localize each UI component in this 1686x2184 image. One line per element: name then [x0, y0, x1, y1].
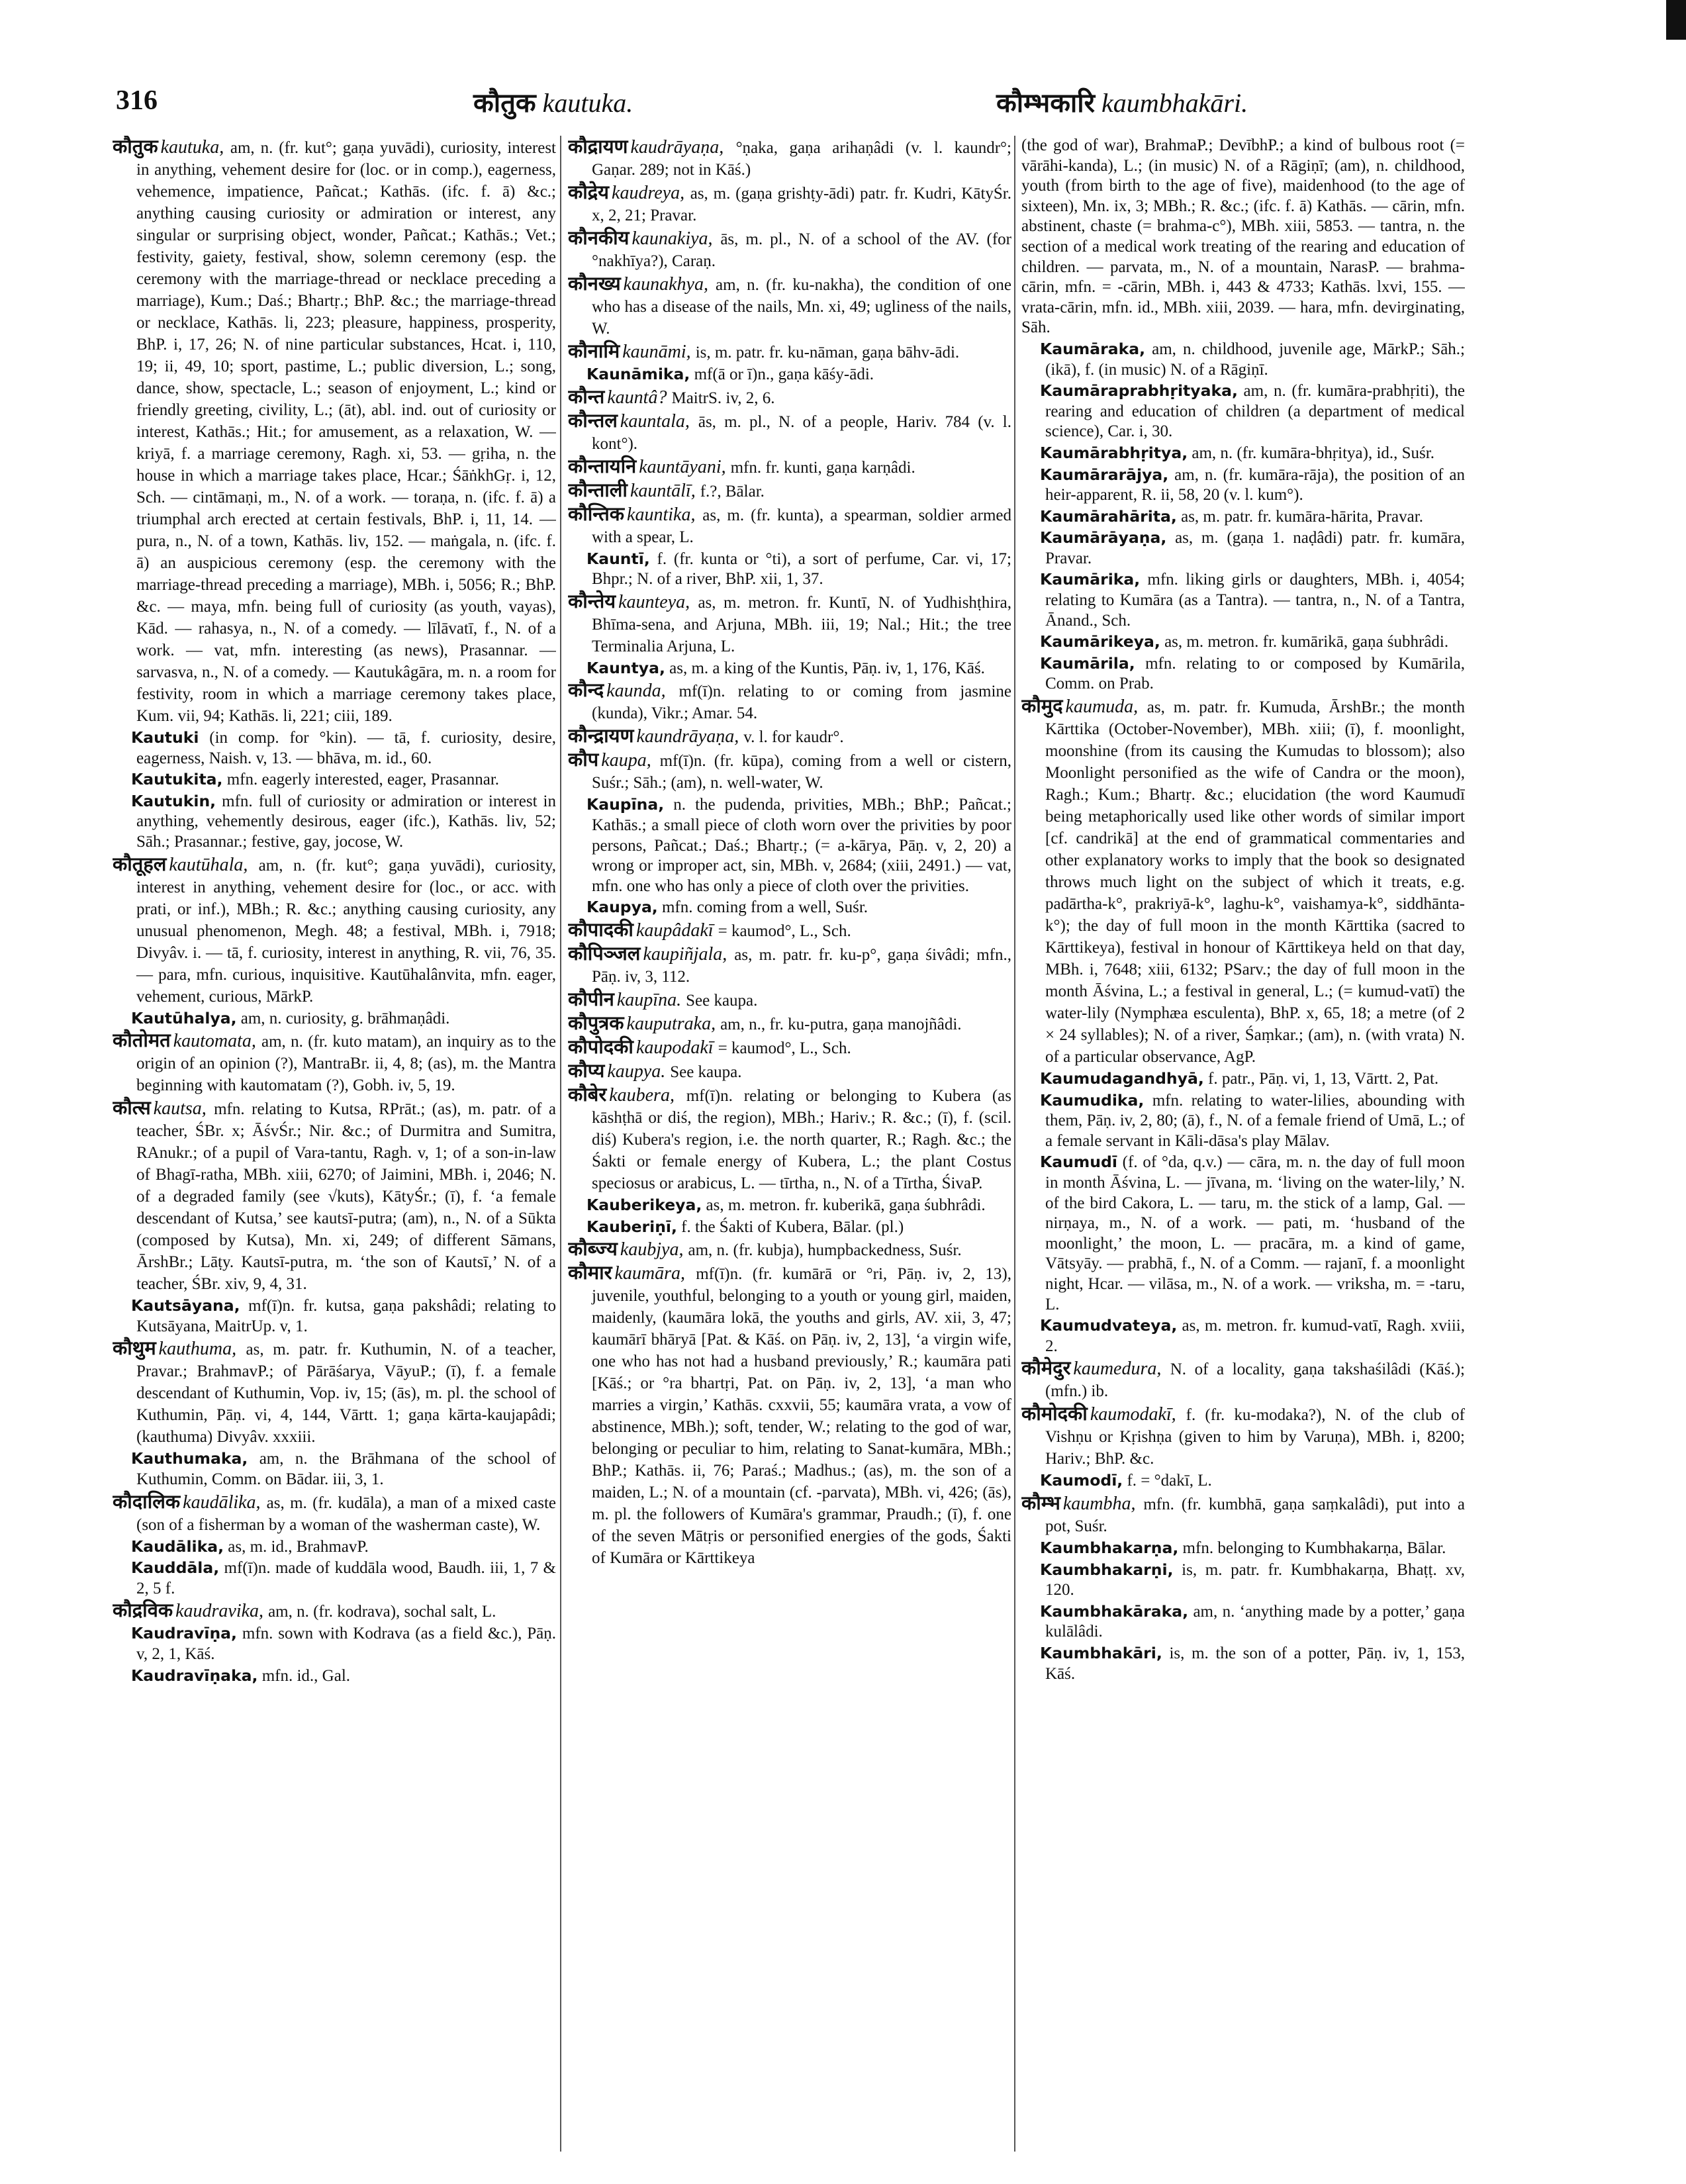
entry-definition: is, m. the son of a potter, Pāṇ. iv, 1, 153, Kāś.: [1045, 1644, 1465, 1683]
entry-definition: as, m. a king of the Kuntis, Pāṇ. iv, 1, 176, Kāś.: [669, 659, 985, 677]
entry-definition: mfn. liking girls or daughters, MBh. i, 4054; relating to Kumāra (as a Tantra). — tantra, n., N. of a Tantra, Ānand., Sch.: [1045, 571, 1465, 630]
subentry-headword: Kaumāraprabhṛityaka,: [1040, 381, 1238, 401]
dictionary-entry: [1021, 528, 1465, 569]
dictionary-column-2: [568, 136, 1011, 2155]
subentry-headword: Kauberikeya,: [586, 1195, 702, 1214]
headword-transliteration: kauntika,: [627, 504, 696, 525]
scan-edge-mark: [1666, 0, 1686, 40]
dictionary-entry: [113, 1296, 556, 1337]
subentry-headword: Kaumāraka,: [1040, 339, 1146, 358]
subentry-headword: Kaumārarājya,: [1040, 465, 1169, 484]
entry-definition: am, n. (fr. kodrava), sochal salt, L.: [268, 1603, 496, 1621]
entry-definition: mfn. id., Gal.: [261, 1666, 351, 1685]
entry-definition: as, m. patr. fr. kumāra-hārita, Pravar.: [1181, 507, 1423, 526]
headword-transliteration: kautomata,: [173, 1031, 256, 1052]
dictionary-entry: [568, 943, 1011, 988]
dictionary-entry: [1021, 1643, 1465, 1684]
dictionary-entry: [568, 1262, 1011, 1569]
entry-continuation: (the god of war), BrahmaP.; DevībhP.; a kind of bulbous root (= vārāhi-kanda), L.; (in music) N. of a Rāgiṇī; (am), n. childhood, youth (from birth to the age of five), maidenhood (to the age of sixteen), Mn. ix, 3; MBh.; R. &c.; (ifc. f. ā) Kathās. — cārin, mfn. abstinent, chaste (= brahma-c°), MBh. xiii, 5853. — tantra, n. the section of a medical work treating of the rearing and education of children. — parvata, m., N. of a mountain, NarasP. — brahma-cārin, mfn. = -cārin, MBh. i, 443 & 4733; Kathās. lxvi, 155. — vrata-cārin, mfn. id., MBh. xiii, 2039. — hara, mfn. devirginating, Sāh.: [1021, 136, 1465, 337]
headword-transliteration: kaudravika,: [175, 1601, 264, 1622]
column-divider: [560, 136, 561, 2152]
headword-transliteration: kauntala,: [620, 410, 690, 432]
headword-transliteration: kautūhala,: [169, 854, 248, 875]
entry-definition: See kaupa.: [670, 1063, 742, 1081]
subentry-headword: Kaumbhakāri,: [1040, 1643, 1162, 1662]
dictionary-entry: [113, 1666, 556, 1687]
headword-transliteration: kaunāmi,: [622, 342, 691, 362]
headword-devanagari: कौपिञ्जल: [568, 941, 641, 965]
entry-definition: am, n. (fr. kut°; gaṇa yuvādi), curiosity, interest in anything, vehement desire for (loc. or in comp.), eagerness, vehemence, impatience, Pañcat.; Kathās. (ifc. f. ā) &c.; anything causing curiosity or admiration or interest, any singular or surprising object, wonder, Pañcat.; Kathās.; Vet.; festivity, gaiety, festival, show, solemn ceremony (esp. the ceremony with the marriage-thread or necklace preceding a marriage), Kum.; Daś.; Bhartṛ.; BhP. &c.; the marriage-thread or necklace, Kathās. li, 223; pleasure, happiness, prosperity, BhP. i, 17, 26; N. of nine particular substances, Hcat. i, 110, 19; ii, 49, 10; sport, pastime, L.; public diversion, L.; song, dance, show, spectacle, L.; season of enjoyment, L.; kind or friendly greeting, civility, L.; (āt), abl. ind. out of curiosity or interest, Kathās.; Hit.; for amusement, as a relaxation, W. — kriyā, f. a marriage ceremony, Ragh. xi, 53. — gṛiha, n. the house in which a marriage takes place, Hcar.; ŚāṅkhGṛ. i, 12, Sch. — cintāmaṇi, m., N. of a work. — toraṇa, n. (ifc. f. ā) a triumphal arch erected at certain festivals, BhP. i, 11, 14. — pura, n., N. of a town, Kathās. liv, 152. — maṅgala, n. (ifc. f. ā) an auspicious ceremony (esp. the ceremony with the marriage-thread preceding a marriage), MBh. i, 5056; R.; BhP. &c. — maya, mfn. being full of curiosity (as youth, vayas), Kād. — rahasya, n., N. of a comedy. — līlāvatī, f., N. of a work. — vat, mfn. interesting (as news), Prasannar. — sarvasva, n., N. of a comedy. — Kautukâgāra, m. n. a room for festivity, room in which a marriage ceremony takes place, Kum. vii, 94; Kathās. li, 221; ciii, 189.: [136, 139, 556, 725]
right-guide-word: [996, 83, 1248, 120]
subentry-headword: Kaumārahārita,: [1040, 506, 1177, 526]
dictionary-entry: [1021, 1601, 1465, 1642]
entry-definition: is, m. patr. fr. ku-nāman, gaṇa bāhv-ādi.: [695, 344, 960, 361]
dictionary-entry: [1021, 1068, 1465, 1090]
dictionary-entry: [1021, 569, 1465, 631]
entry-definition: f. (fr. ku-modaka?), N. of the club of Vishṇu or Kṛishṇa (given to him by Varuṇa), MBh. i, 8200; Hariv.; BhP. &c.: [1045, 1406, 1465, 1468]
headword-transliteration: kaundrāyaṇa,: [636, 726, 739, 747]
dictionary-entry: [113, 791, 556, 853]
subentry-headword: Kauthumaka,: [131, 1449, 248, 1468]
entry-definition: as, m. (fr. kunta), a spearman, soldier armed with a spear, L.: [592, 506, 1011, 546]
entry-definition: am, n. curiosity, g. brāhmaṇâdi.: [240, 1009, 450, 1027]
dictionary-entry: [113, 769, 556, 790]
subentry-headword: Kaumudika,: [1040, 1090, 1145, 1110]
headword-transliteration: kaumodakī,: [1090, 1404, 1176, 1425]
headword-transliteration: kaudreya,: [612, 183, 685, 203]
dictionary-entry: [568, 679, 1011, 724]
entry-definition: mf(ī)n. relating or belonging to Kubera (as kāshṭhā or diś, the region), MBh.; Hariv.; R. &c.; (ī), f. (scil. diś) Kubera's region, i.e. the north quarter, R.; Ragh. &c.; the Śakti or female energy of Kubera, L.; the plant Costus speciosus or arabicus, L. — tīrtha, n., N. of a Tīrtha, ŚivaP.: [592, 1086, 1011, 1192]
entry-definition: mf(ī)n. (fr. kumārā or °ri, Pāṇ. iv, 2, 13), juvenile, youthful, belonging to a youth or young girl, maiden, maidenly, (kaumāra lokā, the youths and girls, AV. xii, 3, 47; kaumārī bhāryā [Pat. & Kāś. on Pāṇ. iv, 2, 13], ‘a virgin wife, one who has not had a husband previously,’ R.; kaumāra pati [Kāś.; or °ra bhartṛi, Pat. on Pāṇ. iv, 2, 13], ‘a man who marries a virgin,’ Kathās. cxxvii, 55; kaumāra vrata, a vow of abstinence, MBh.); soft, tender, W.; relating to the god of war, belonging or peculiar to him, relating to Sanat-kumāra, MBh.; BhP.; Kathās. ii, 76; Paraś.; Madhus.; (as), m. the son of a maiden, L.; N. of a mountain (cf. -parvata), MBh. vi, 426; (ās), m. pl. the followers of Kumāra's grammar, Praudh.; (ī), f. one of the seven Mātṛis or personified energies of the gods, Śakti of Kumāra or Kārttikeya: [592, 1265, 1011, 1568]
dictionary-entry: [113, 1558, 556, 1599]
entry-definition: ās, m. pl., N. of a people, Hariv. 784 (v. l. kont°).: [592, 412, 1011, 453]
headword-devanagari: कौप्य: [568, 1059, 605, 1082]
entry-definition: as, m. patr. fr. Kuthumin, N. of a teacher, Pravar.; BrahmavP.; of Pārāśarya, VāyuP.; (ī), f. a female descendant of Kuthumin, Vop. iv, 15; (ās), m. pl. the school of Kuthumin, Pāṇ. vi, 4, 144, Vārtt. 1; gaṇa kārta-kaujapâdi; (kauthuma) Divyâv. xxxiii.: [136, 1341, 556, 1447]
dictionary-entry: [568, 1084, 1011, 1194]
entry-definition: am, n. (fr. ku-nakha), the condition of one who has a disease of the nails, Mn. xi, 49; ugliness of the nails, W.: [592, 276, 1011, 338]
headword-devanagari: कौपोदकी: [568, 1035, 633, 1058]
dictionary-entry: [568, 749, 1011, 794]
subentry-headword: Kaudravīṇa,: [131, 1624, 237, 1643]
entry-definition: am, n. (fr. kumāra-prabhṛiti), the rearing and education of children (a department of medical science), Car. i, 30.: [1045, 382, 1465, 441]
dictionary-entry: [1021, 695, 1465, 1068]
dictionary-column-3: [1021, 136, 1465, 2155]
dictionary-entry: [568, 364, 1011, 385]
page-header: [116, 79, 1599, 132]
headword-devanagari: कौमोदकी: [1021, 1402, 1088, 1425]
entry-definition: mfn. belonging to Kumbhakarṇa, Bālar.: [1182, 1539, 1446, 1557]
entry-definition: mf(ī)n. relating to or coming from jasmine (kunda), Vikr.; Amar. 54.: [592, 683, 1011, 723]
headword-devanagari: कौन्तेय: [568, 589, 616, 612]
dictionary-entry: [1021, 136, 1465, 338]
entry-definition: as, m. patr. fr. ku-p°, gaṇa śivâdi; mfn., Pāṇ. iv, 3, 112.: [592, 945, 1011, 986]
dictionary-entry: [1021, 1538, 1465, 1559]
headword-devanagari: कौपादकी: [568, 918, 633, 941]
dictionary-entry: [113, 1097, 556, 1295]
subentry-headword: Kauddāla,: [131, 1558, 220, 1578]
dictionary-entry: [568, 1012, 1011, 1035]
entry-definition: as, m. metron. fr. Kuntī, N. of Yudhishṭhira, Bhīma-sena, and Arjuna, MBh. iii, 19; Nal.; Hit.; the tree Terminalia Arjuna, L.: [592, 593, 1011, 655]
entry-definition: am, n. the Brāhmana of the school of Kuthumin, Comm. on Bādar. iii, 3, 1.: [136, 1450, 556, 1488]
dictionary-entry: [568, 725, 1011, 748]
entry-definition: am, n. (fr. kumāra-rāja), the position of an heir-apparent, R. ii, 58, 20 (v. l. kum°).: [1045, 465, 1465, 504]
subentry-headword: Kaumārikeya,: [1040, 632, 1160, 651]
dictionary-entry: [113, 1623, 556, 1664]
entry-definition: am, n. childhood, juvenile age, MārkP.; Sāh.; (ikā), f. (in music) N. of a Rāgiṇī.: [1045, 340, 1465, 379]
dictionary-entry: [113, 1008, 556, 1029]
headword-transliteration: kaupa,: [601, 750, 651, 771]
entry-definition: mfn. sown with Kodrava (as a field &c.), Pāṇ. v, 2, 1, Kāś.: [136, 1625, 556, 1663]
dictionary-entry: [113, 136, 556, 727]
headword-transliteration: kaudālika,: [183, 1492, 261, 1513]
headword-devanagari: कौन्तायनि: [568, 454, 637, 477]
entry-definition: am, n. (fr. kut°; gaṇa yuvādi), curiosity, interest in anything, vehement desire for (loc., or acc. with prati, or inf.), MBh.; R. &c.; anything causing curiosity, any unusual phenomenon, Megh. 48; a festival, MBh. i, 7918; Divyâv. i. — tā, f. curiosity, interest in anything, R. vii, 76, 35. — para, mfn. curious, inquisitive. Kautūhalânvita, mfn. eager, vehement, curious, MārkP.: [136, 856, 556, 1006]
dictionary-entry: [568, 658, 1011, 679]
headword-transliteration: kauthuma,: [158, 1339, 237, 1360]
dictionary-entry: [113, 1448, 556, 1490]
dictionary-entry: [568, 136, 1011, 181]
subentry-headword: Kauntya,: [586, 658, 665, 677]
headword-devanagari: कौम्भ: [1021, 1491, 1060, 1514]
dictionary-entry: [568, 988, 1011, 1012]
entry-definition: am, n. (fr. kuto matam), an inquiry as to the origin of an opinion (?), MantraBr. ii, 4, 8; (as), m. the Mantra beginning with kautomatam (?), Gobh. iv, 5, 19.: [136, 1033, 556, 1095]
right-guide-devanagari: कौम्भकारि: [996, 88, 1095, 119]
dictionary-entry: [113, 728, 556, 769]
entry-definition: mfn. relating to water-lilies, abounding with them, Pāṇ. iv, 2, 80; (ā), f., N. of a female friend of Umā, L.; of a female servant in Kāli-dāsa's play Mālav.: [1045, 1091, 1465, 1150]
subentry-headword: Kaumodī,: [1040, 1471, 1123, 1490]
subentry-headword: Kaupya,: [586, 898, 658, 917]
entry-definition: See kaupa.: [686, 991, 758, 1010]
subentry-headword: Kaumbhakāraka,: [1040, 1601, 1189, 1621]
headword-transliteration: kautsa,: [153, 1098, 207, 1119]
page-number: 316: [116, 85, 158, 116]
headword-transliteration: kaudrāyaṇa,: [630, 137, 724, 158]
headword-devanagari: कौन्त: [568, 385, 605, 408]
dictionary-entry: [1021, 465, 1465, 506]
headword-devanagari: कौमार: [568, 1261, 612, 1284]
subentry-headword: Kaudālika,: [131, 1537, 224, 1556]
subentry-headword: Kaupīna,: [586, 795, 665, 814]
entry-definition: as, m. (gaṇa grishṭy-ādi) patr. fr. Kudri, KātyŚr. x, 2, 21; Pravar.: [592, 185, 1011, 224]
headword-transliteration: kaumedura,: [1073, 1358, 1162, 1380]
entry-definition: as, m. metron. fr. kumud-vatī, Ragh. xviii, 2.: [1045, 1317, 1465, 1355]
entry-definition: mfn. full of curiosity or admiration or interest in anything, vehemently desirous, eager (ifc.), Kathās. liv, 52; Sāh.; Prasannar.; festive, gay, jocose, W.: [136, 792, 556, 851]
headword-devanagari: कौतोमत: [113, 1029, 171, 1052]
dictionary-entry: [1021, 1315, 1465, 1356]
headword-devanagari: कौनामि: [568, 340, 620, 362]
headword-transliteration: kauputraka,: [626, 1013, 716, 1034]
dictionary-entry: [1021, 653, 1465, 694]
headword-devanagari: कौपीन: [568, 987, 614, 1010]
headword-devanagari: कौनकीय: [568, 226, 630, 249]
subentry-headword: Kaunāmika,: [586, 365, 690, 383]
headword-devanagari: कौनख्य: [568, 272, 621, 295]
dictionary-entry: [568, 794, 1011, 896]
headword-transliteration: kaupya.: [607, 1061, 666, 1082]
dictionary-entry: [113, 1029, 556, 1096]
dictionary-entry: [1021, 1560, 1465, 1601]
entry-definition: mfn. (fr. kumbhā, gaṇa saṃkalâdi), put into a pot, Suśr.: [1045, 1495, 1465, 1535]
headword-transliteration: kaumuda,: [1065, 696, 1139, 718]
subentry-headword: Kaumārika,: [1040, 570, 1141, 589]
entry-definition: mfn. coming from a well, Suśr.: [661, 898, 868, 917]
headword-transliteration: kauntāyani,: [639, 456, 726, 477]
subentry-headword: Kaumbhakarṇi,: [1040, 1560, 1174, 1579]
headword-transliteration: kaumāra,: [614, 1263, 686, 1284]
dictionary-entry: [568, 503, 1011, 548]
entry-definition: mfn. fr. kunti, gaṇa karṇâdi.: [730, 458, 915, 477]
entry-definition: (in comp. for °kin). — tā, f. curiosity, desire, eagerness, Naish. v, 13. — bhāva, m. id., 60.: [136, 729, 556, 767]
dictionary-entry: [1021, 339, 1465, 380]
headword-transliteration: kaupiñjala,: [643, 943, 727, 965]
subentry-headword: Kautukin,: [131, 791, 216, 810]
dictionary-entry: [1021, 1357, 1465, 1402]
subentry-headword: Kaumbhakarṇa,: [1040, 1538, 1179, 1557]
headword-transliteration: kaumbha,: [1062, 1493, 1136, 1514]
entry-definition: f.?, Bālar.: [700, 482, 765, 500]
column-divider: [1014, 136, 1015, 2152]
entry-definition: as, m. id., BrahmavP.: [228, 1537, 369, 1556]
dictionary-entry: [1021, 1470, 1465, 1492]
headword-devanagari: कौतुक: [113, 136, 158, 158]
left-guide-latin: kautuka.: [542, 88, 633, 118]
headword-devanagari: कौतूहल: [113, 852, 167, 875]
headword-devanagari: कौथुम: [113, 1337, 156, 1360]
headword-devanagari: कौद्रायण: [568, 136, 628, 158]
dictionary-entry: [568, 1238, 1011, 1261]
headword-transliteration: kaunteya,: [618, 591, 690, 612]
entry-definition: v. l. for kaudr°.: [743, 728, 844, 747]
entry-definition: (f. of °da, q.v.) — cāra, m. n. the day of full moon in month Āśvina, L. — jīvana, m. ‘living on the water-lily,’ N. of the bird Cakora, L. — taru, m. the stick of a lamp, Gal. — nirṇaya, m., N. of a work. — pati, m. ‘husband of the moonlight,’ the moon, L. — pracāra, m. a kind of game, Vātsyāy. — prabhā, f., N. of a Comm. — rajanī, f. a moonlight night, Hcar. — vilāsa, m., N. of a work. — vriksha, m. = -taru, L.: [1045, 1153, 1465, 1313]
headword-devanagari: कौपुत्रक: [568, 1011, 624, 1034]
entry-definition: = kaumod°, L., Sch.: [718, 922, 851, 940]
headword-devanagari: कौद्रेय: [568, 181, 610, 203]
headword-transliteration: kauntâ?: [607, 387, 667, 408]
dictionary-entry: [113, 1491, 556, 1536]
subentry-headword: Kautuki: [131, 728, 199, 747]
headword-transliteration: kauntālī,: [630, 480, 696, 501]
headword-devanagari: कौमुद: [1021, 694, 1063, 718]
dictionary-entry: [1021, 1403, 1465, 1470]
headword-devanagari: कौमेदुर: [1021, 1356, 1071, 1380]
headword-transliteration: kautuka,: [160, 137, 224, 158]
entry-definition: as, m. metron. fr. kuberikā, gaṇa śubhrâdi.: [706, 1196, 986, 1214]
entry-definition: MaitrS. iv, 2, 6.: [671, 389, 775, 407]
headword-devanagari: कौदालिक: [113, 1490, 181, 1513]
dictionary-entry: [1021, 506, 1465, 528]
dictionary-entry: [568, 227, 1011, 272]
headword-transliteration: kaupīna.: [616, 989, 682, 1010]
dictionary-entry: [568, 549, 1011, 590]
dictionary-entry: [113, 1599, 556, 1623]
subentry-headword: Kaumudvateya,: [1040, 1316, 1178, 1335]
headword-devanagari: कौद्रविक: [113, 1599, 173, 1622]
headword-devanagari: कौत्स: [113, 1096, 151, 1119]
entry-definition: am, n., fr. ku-putra, gaṇa manojñâdi.: [720, 1015, 962, 1033]
subentry-headword: Kaumārabhṛitya,: [1040, 443, 1188, 462]
headword-devanagari: कौन्द्रायण: [568, 724, 634, 747]
subentry-headword: Kautsāyana,: [131, 1296, 240, 1315]
entry-definition: mfn. eagerly interested, eager, Prasannar.: [226, 771, 500, 789]
dictionary-entry: [568, 455, 1011, 479]
dictionary-entry: [1021, 1492, 1465, 1537]
dictionary-entry: [568, 897, 1011, 918]
dictionary-entry: [568, 479, 1011, 502]
entry-definition: mf(ī)n. made of kuddāla wood, Baudh. iii, 1, 7 & 2, 5 f.: [136, 1559, 556, 1597]
subentry-headword: Kaumudagandhyā,: [1040, 1069, 1204, 1088]
entry-definition: mf(ī)n. (fr. kūpa), coming from a well or cistern, Suśr.; Sāh.; (am), n. well-water, W.: [592, 752, 1011, 792]
headword-devanagari: कौन्द: [568, 679, 604, 702]
dictionary-entry: [568, 386, 1011, 409]
subentry-headword: Kaudravīṇaka,: [131, 1666, 258, 1685]
dictionary-entry: [568, 410, 1011, 455]
entry-definition: f. the Śakti of Kubera, Bālar. (pl.): [681, 1217, 904, 1236]
entry-definition: mfn. relating to Kutsa, RPrāt.; (as), m. patr. of a teacher, ŚBr. x; ĀśvŚr.; Nir. &c.; of Durmitra and Sumitra, RAnukr.; of a pupil of Vara-tantu, Ragh. v, 1; of a son-in-law of Bhagī-ratha, MBh. xiii, 6270; of Jaimini, MBh. i, 2046; N. of a degraded family (see √kuts), KātyŚr.; (ī), f. ‘a female descendant of Kutsa,’ see kautsī-putra; (am), n., N. of a Sūkta (composed by Kutsa), Mn. xi, 249; of different Sāmans, ĀrshBr.; Lāṭy. Kautsī-putra, m. ‘the son of Kautsī,’ N. of a teacher, ŚBr. xiv, 9, 4, 31.: [136, 1100, 556, 1294]
entry-definition: mfn. relating to or composed by Kumārila, Comm. on Prab.: [1045, 654, 1465, 693]
headword-transliteration: kaunda,: [606, 681, 666, 702]
dictionary-entry: [1021, 1090, 1465, 1152]
entry-definition: ās, m. pl., N. of a school of the AV. (for °nakhīya?), Caraṇ.: [592, 230, 1011, 270]
subentry-headword: Kautukita,: [131, 770, 223, 789]
entry-definition: f. = °dakī, L.: [1127, 1472, 1212, 1490]
headword-transliteration: kaubera,: [609, 1084, 675, 1106]
headword-transliteration: kaunakiya,: [632, 228, 713, 249]
dictionary-entry: [568, 340, 1011, 363]
headword-transliteration: kaubjya,: [620, 1239, 684, 1260]
entry-definition: f. (fr. kunta or °ti), a sort of perfume, Car. vi, 17; Bhpr.; N. of a river, BhP. xii, 1, 37.: [592, 549, 1011, 589]
entry-definition: as, m. metron. fr. kumārikā, gaṇa śubhrâdi.: [1164, 633, 1449, 651]
dictionary-entry: [1021, 443, 1465, 464]
dictionary-entry: [568, 181, 1011, 226]
entry-definition: as, m. (gaṇa 1. naḍâdi) patr. fr. kumāra, Pravar.: [1045, 529, 1465, 567]
entry-definition: mf(ā or ī)n., gaṇa kāśy-ādi.: [694, 365, 874, 383]
subentry-headword: Kautūhalya,: [131, 1008, 237, 1027]
entry-definition: N. of a locality, gaṇa takshaśilâdi (Kāś.); (mfn.) ib.: [1045, 1360, 1465, 1401]
subentry-headword: Kaumārila,: [1040, 653, 1135, 673]
entry-definition: n. the pudenda, privities, MBh.; BhP.; Pañcat.; Kathās.; a small piece of cloth worn over the privities by poor persons, Pañcat.; Daś.; Bhartṛ.; (= a-kārya, Pāṇ. v, 2, 20) a wrong or improper act, sin, MBh. v, 2684; (xiii, 2491.) — vat, mfn. one who has only a piece of cloth over the privities.: [592, 796, 1011, 895]
dictionary-entry: [568, 1217, 1011, 1238]
entry-definition: mf(ī)n. fr. kutsa, gaṇa pakshâdi; relating to Kutsāyana, MaitrUp. v, 1.: [136, 1297, 556, 1335]
dictionary-entry: [568, 1195, 1011, 1216]
entry-definition: as, m. (fr. kudāla), a man of a mixed caste (son of a fisherman by a woman of the washerman caste), W.: [136, 1494, 556, 1534]
headword-transliteration: kaupâdakī: [635, 920, 714, 941]
subentry-headword: Kaumārāyaṇa,: [1040, 528, 1167, 547]
dictionary-entry: [568, 1060, 1011, 1083]
subentry-headword: Kaumudī: [1040, 1153, 1117, 1172]
dictionary-entry: [113, 1337, 556, 1448]
headword-devanagari: कौन्ताली: [568, 478, 628, 501]
left-guide-devanagari: कौतुक: [473, 88, 536, 119]
headword-devanagari: कौन्तिक: [568, 502, 625, 525]
headword-devanagari: कौबेर: [568, 1082, 607, 1106]
dictionary-entry: [568, 1036, 1011, 1059]
headword-devanagari: कौप: [568, 748, 599, 771]
subentry-headword: Kauntī,: [586, 549, 650, 568]
dictionary-entry: [568, 591, 1011, 657]
dictionary-entry: [568, 919, 1011, 942]
subentry-headword: Kauberiṇī,: [586, 1217, 677, 1236]
dictionary-entry: [113, 1537, 556, 1558]
left-guide-word: [473, 83, 633, 120]
dictionary-entry: [1021, 381, 1465, 442]
headword-transliteration: kaunakhya,: [623, 274, 708, 295]
right-guide-latin: kaumbhakāri.: [1101, 88, 1248, 118]
dictionary-entry: [1021, 632, 1465, 653]
headword-devanagari: कौन्तल: [568, 408, 618, 432]
entry-definition: °ṇaka, gaṇa arihaṇâdi (v. l. kaundr°; Gaṇar. 289; not in Kāś.): [592, 139, 1011, 179]
headword-transliteration: kaupodakī: [635, 1037, 714, 1058]
entry-definition: as, m. patr. fr. Kumuda, ĀrshBr.; the month Kārttika (October-November), MBh. xiii; (ī), f. moonlight, moonshine (from its causing the Kumudas to blossom); also Moonlight personified as the wife of Candra or the moon), Ragh.; Kum.; Bhartṛ. &c.; elucidation (the word Kaumudī being metaphorically used like other words of similar import [cf. candrikā] at the end of grammatical commentaries and other explanatory works to imply that the book so designated throws much light on the subject of which it treats, e.g. padārtha-k°, prakriyā-k°, laghu-k°, vaishamya-k°, siddhānta-k°); the day of full moon in the month Kārttika (sacred to Kārttikeya), festival in honour of Kārttikeya held on that day, MBh. i, 7648; xiii, 6132; PSarv.; the day of full moon in the month Āśvina, L.; a festival in general, L.; (= kumud-vatī) the water-lily (Nymphæa esculenta), BhP. x, 65, 18; a metre (of 2 × 24 syllables); N. of a river, Śaṃkar.; (am), n. (with vrata) N. of a particular observance, AgP.: [1045, 698, 1465, 1067]
entry-definition: am, n. (fr. kumāra-bhṛitya), id., Suśr.: [1192, 444, 1434, 462]
dictionary-entry: [568, 273, 1011, 340]
entry-definition: am, n. (fr. kubja), humpbackedness, Suśr.: [688, 1241, 962, 1260]
dictionary-column-1: [113, 136, 556, 2155]
entry-definition: am, n. ‘anything made by a potter,’ gaṇa kulālâdi.: [1045, 1602, 1465, 1641]
dictionary-entry: [113, 853, 556, 1008]
entry-definition: = kaumod°, L., Sch.: [718, 1039, 851, 1057]
headword-devanagari: कौब्ज्य: [568, 1237, 618, 1260]
dictionary-entry: [1021, 1152, 1465, 1315]
entry-definition: is, m. patr. fr. Kumbhakarṇa, Bhaṭṭ. xv, 120.: [1045, 1560, 1465, 1599]
entry-definition: f. patr., Pāṇ. vi, 1, 13, Vārtt. 2, Pat.: [1208, 1070, 1439, 1088]
